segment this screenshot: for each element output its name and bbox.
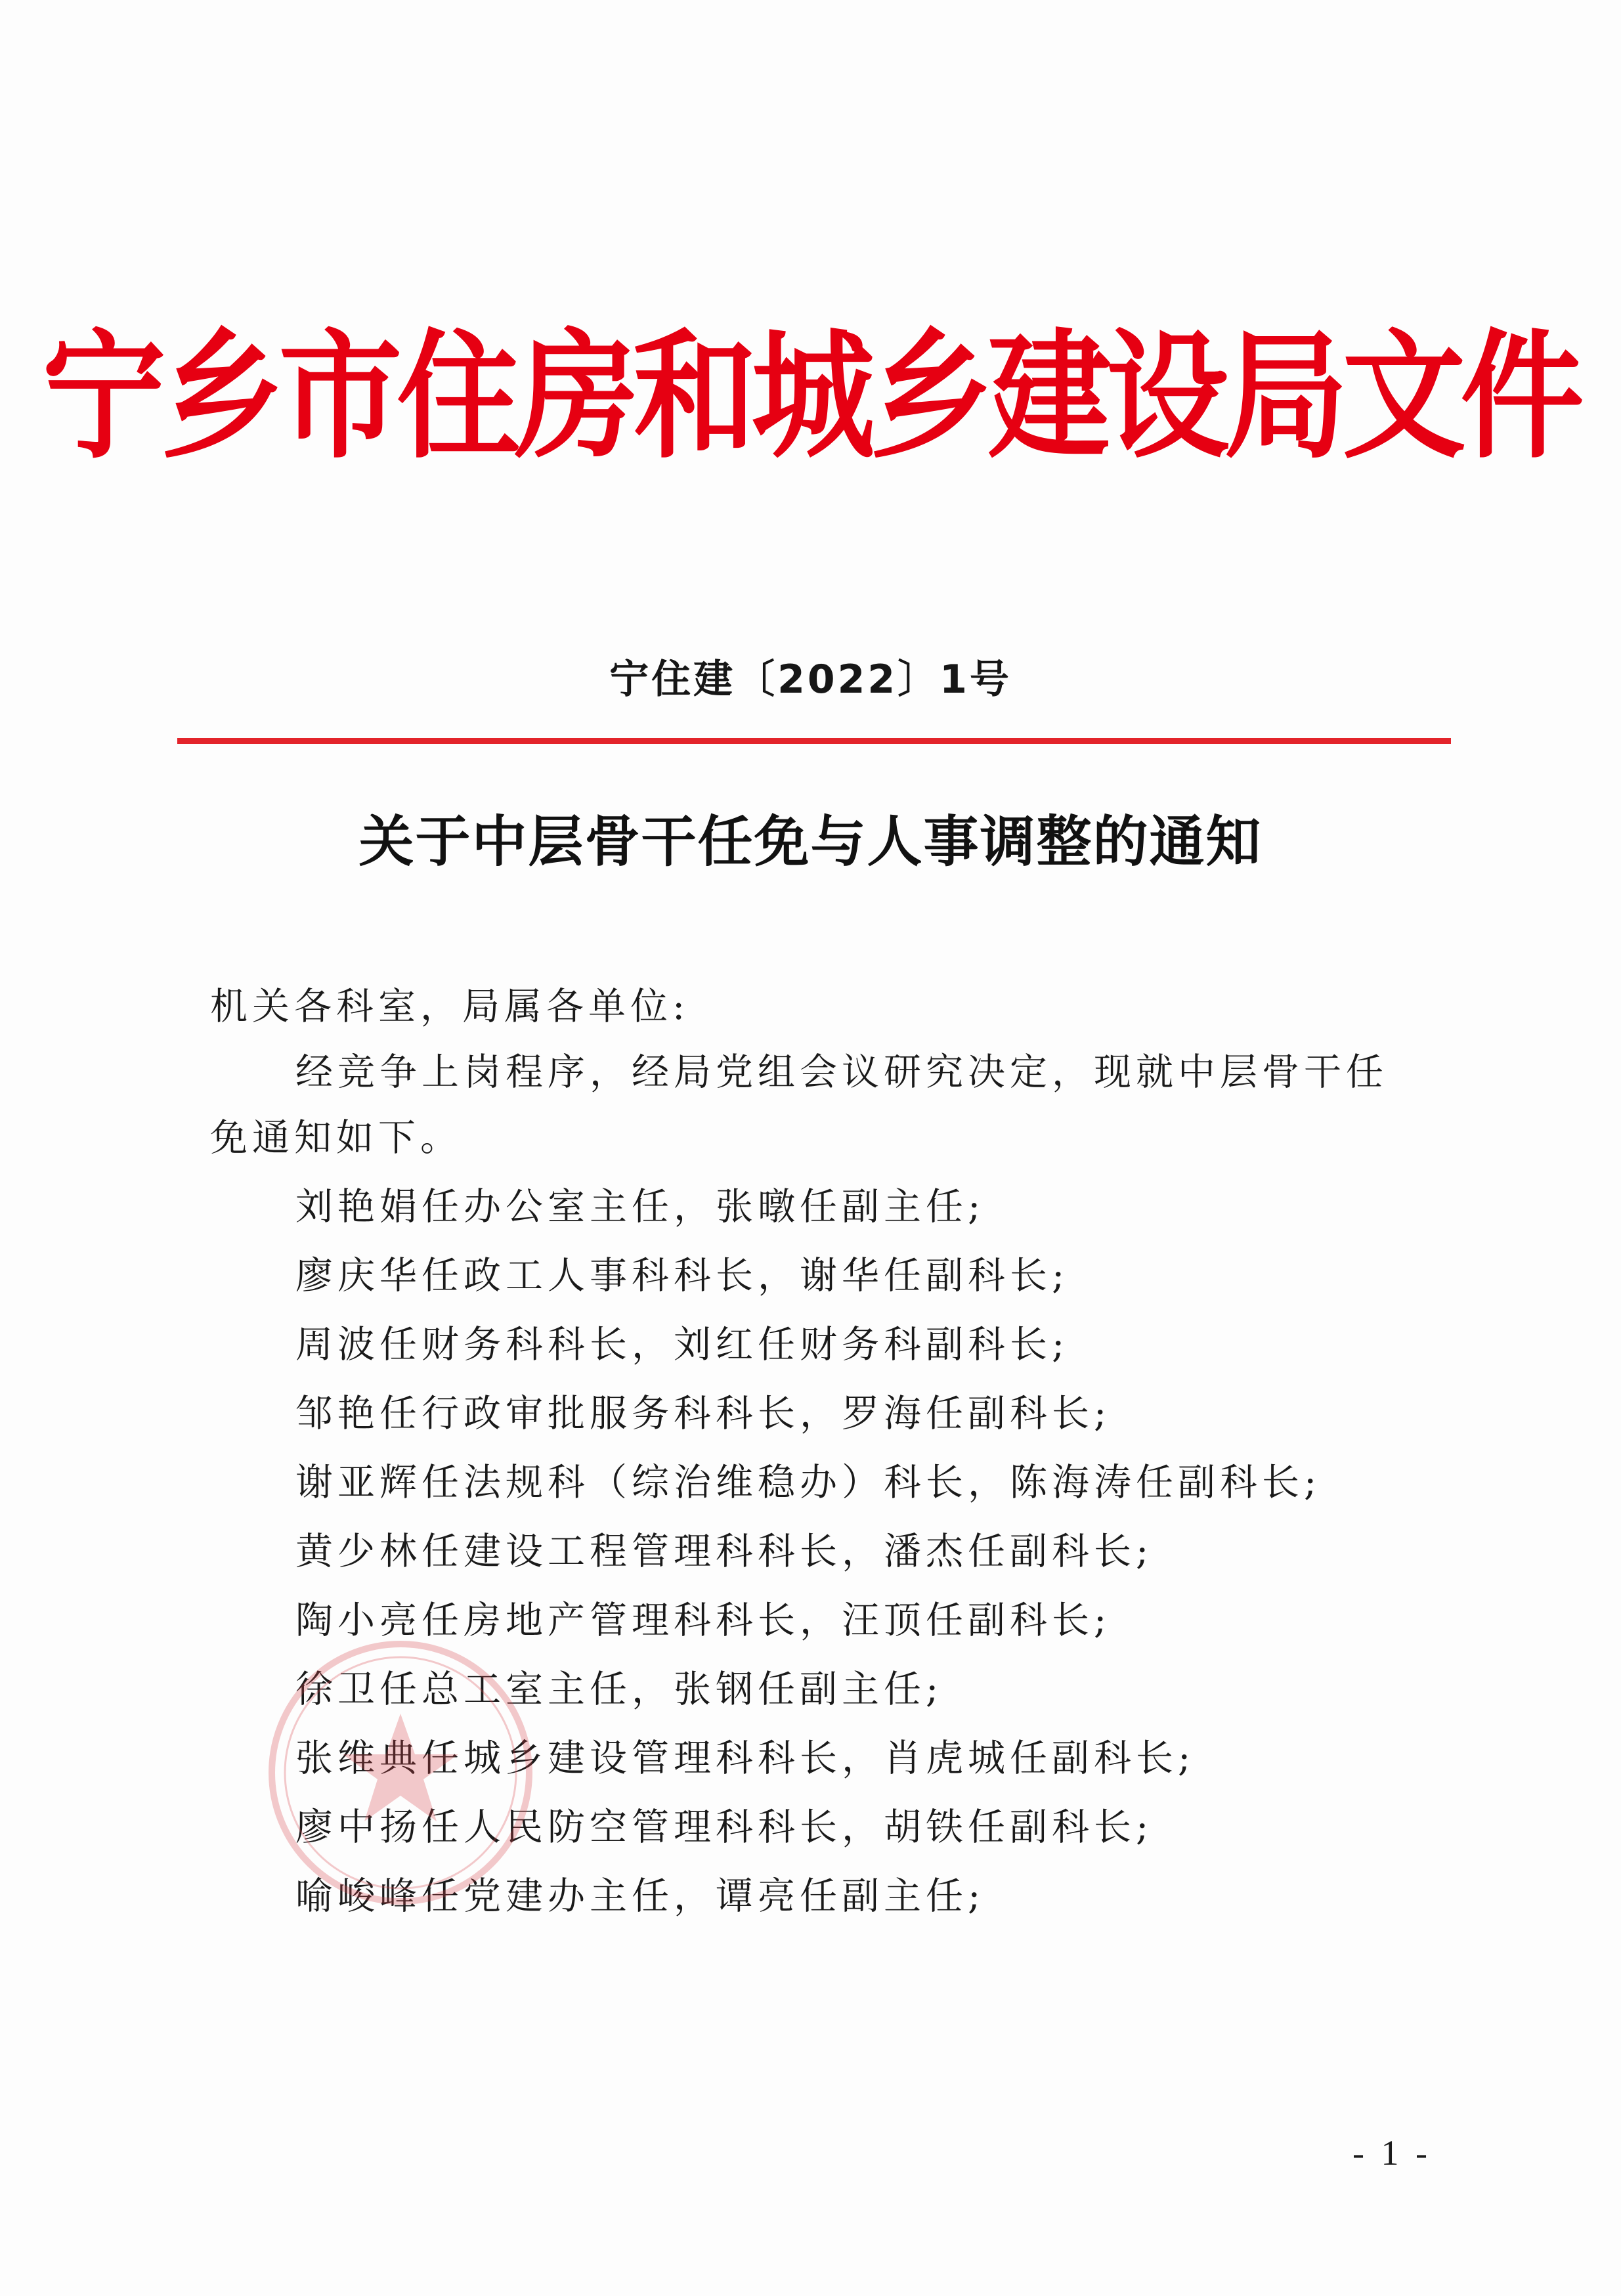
appointment-item: 谢亚辉任法规科（综治维稳办）科长，陈海涛任副科长;: [295, 1461, 1322, 1504]
issuer-red-header: 宁乡市住房和城乡建设局文件: [42, 316, 1579, 478]
appointment-item: 刘艳娟任办公室主任，张暾任副主任;: [295, 1185, 985, 1228]
appointment-item: 喻峻峰任党建办主任，谭亮任副主任;: [295, 1874, 985, 1918]
appointment-item: 廖中扬任人民防空管理科科长，胡铁任副科长;: [295, 1806, 1154, 1849]
official-seal-stamp: [263, 1635, 538, 1911]
appointment-item: 陶小亮任房地产管理科科长，汪顶任副科长;: [295, 1599, 1112, 1642]
appointment-item: 张维典任城乡建设管理科科长，肖虎城任副科长;: [295, 1737, 1196, 1780]
appointment-item: 徐卫任总工室主任，张钢任副主任;: [295, 1668, 943, 1711]
intro-paragraph-line-2: 免通知如下。: [210, 1116, 462, 1159]
salutation: 机关各科室，局属各单位:: [210, 985, 690, 1028]
appointment-item: 黄少林任建设工程管理科科长，潘杰任副科长;: [295, 1530, 1154, 1573]
appointment-item: 周波任财务科科长，刘红任财务科副科长;: [295, 1323, 1070, 1366]
page-number: - 1 -: [1352, 2133, 1431, 2173]
intro-paragraph-line-1: 经竞争上岗程序，经局党组会议研究决定，现就中层骨干任: [295, 1051, 1388, 1094]
document-title: 关于中层骨干任免与人事调整的通知: [358, 810, 1263, 874]
appointment-item: 邹艳任行政审批服务科科长，罗海任副科长;: [295, 1392, 1112, 1435]
red-separator-line: [177, 738, 1451, 744]
appointment-item: 廖庆华任政工人事科科长，谢华任副科长;: [295, 1254, 1070, 1297]
document-number: 宁住建〔2022〕1号: [609, 657, 1012, 703]
